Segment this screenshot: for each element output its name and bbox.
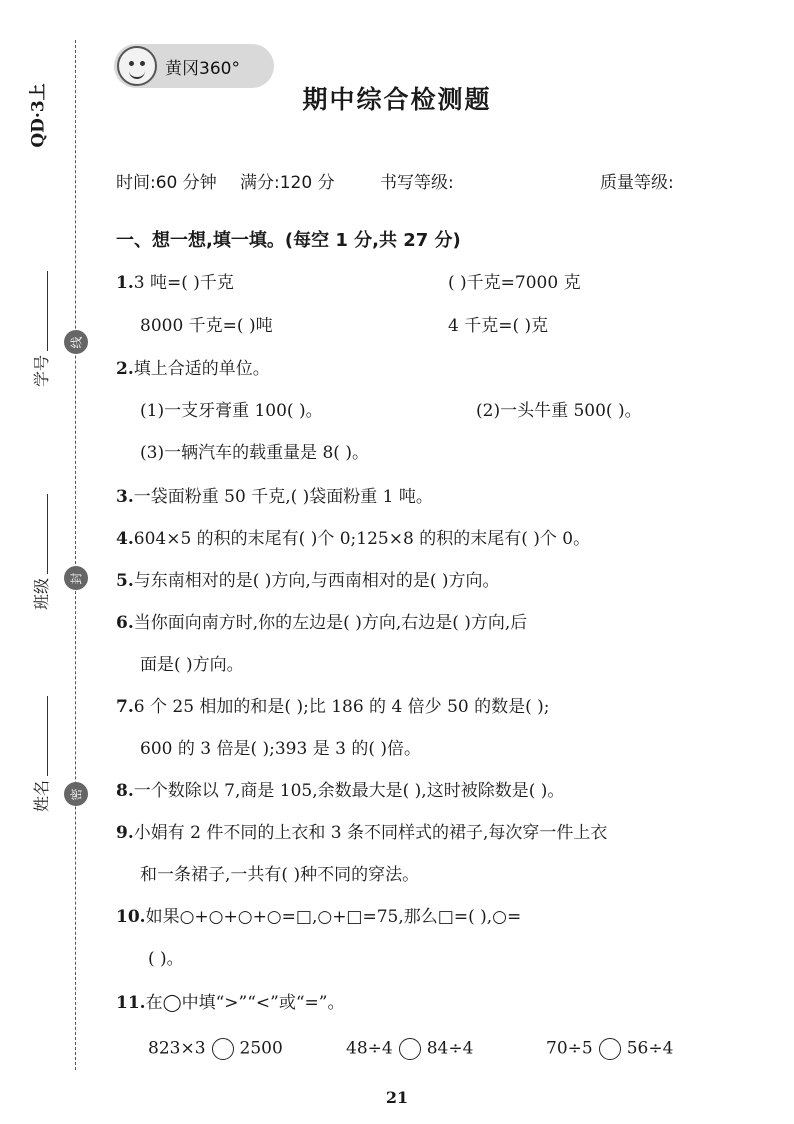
compare-circle-2[interactable] [399,1038,421,1060]
question-2-1: (1)一支牙膏重 100( )。 [140,401,323,421]
brand-name: 黄冈360° [165,58,240,79]
question-6-line-1: 6.当你面向南方时,你的左边是( )方向,右边是( )方向,后 [116,613,528,633]
seal-mark-mi: 密 [64,782,88,806]
question-1-a: 1.3 吨=( )千克 [116,273,234,293]
compare-item-1: 823×3 2500 [148,1038,283,1059]
time-info: 时间:60 分钟 [116,173,217,193]
question-8: 8.一个数除以 7,商是 105,余数最大是( ),这时被除数是( )。 [116,781,565,801]
class-underline[interactable] [33,494,48,574]
question-1-c: 8000 千克=( )吨 [140,316,273,336]
question-10-line-2: ( )。 [148,949,184,969]
question-2-2: (2)一头牛重 500( )。 [476,401,642,421]
quality-grade-info: 质量等级: [600,173,674,193]
class-label: 班级 [31,577,51,610]
writing-grade-info: 书写等级: [380,173,454,193]
question-6-line-2: 面是( )方向。 [140,655,244,675]
name-field[interactable] [28,692,52,812]
compare-item-3: 70÷5 56÷4 [546,1038,674,1059]
compare-item-2: 48÷4 84÷4 [346,1038,474,1059]
series-code: QD·3上 [28,82,49,148]
seal-mark-feng: 封 [64,566,88,590]
question-7-line-1: 7.6 个 25 相加的和是( );比 186 的 4 倍少 50 的数是( ); [116,697,550,717]
student-id-field[interactable] [28,267,52,387]
name-underline[interactable] [33,696,48,776]
question-3: 3.一袋面粉重 50 千克,( )袋面粉重 1 吨。 [116,487,433,507]
question-11: 11.在◯中填“>”“<”或“=”。 [116,993,345,1013]
name-label: 姓名 [31,779,51,812]
student-id-underline[interactable] [33,271,48,351]
question-2: 2.填上合适的单位。 [116,359,270,379]
question-9-line-2: 和一条裙子,一共有( )种不同的穿法。 [140,865,420,885]
student-id-label: 学号 [31,354,51,387]
page-number: 21 [385,1088,409,1107]
full-score-info: 满分:120 分 [240,173,335,193]
binding-dashed-line [75,40,76,1070]
question-9-line-1: 9.小娟有 2 件不同的上衣和 3 条不同样式的裙子,每次穿一件上衣 [116,823,608,843]
page-title: 期中综合检测题 [302,85,492,114]
seal-mark-xian: 线 [64,330,88,354]
question-1-b: ( )千克=7000 克 [448,273,581,293]
question-10-line-1: 10.如果○+○+○+○=□,○+□=75,那么□=( ),○= [116,907,522,927]
question-1-d: 4 千克=( )克 [448,316,549,336]
question-2-3: (3)一辆汽车的载重量是 8( )。 [140,443,369,463]
question-7-line-2: 600 的 3 倍是( );393 是 3 的( )倍。 [140,739,422,759]
question-4: 4.604×5 的积的末尾有( )个 0;125×8 的积的末尾有( )个 0。 [116,529,591,549]
compare-circle-1[interactable] [212,1038,234,1060]
section-heading: 一、想一想,填一填。(每空 1 分,共 27 分) [116,230,461,251]
compare-circle-3[interactable] [599,1038,621,1060]
question-5: 5.与东南相对的是( )方向,与西南相对的是( )方向。 [116,571,500,591]
class-field[interactable] [28,490,52,610]
